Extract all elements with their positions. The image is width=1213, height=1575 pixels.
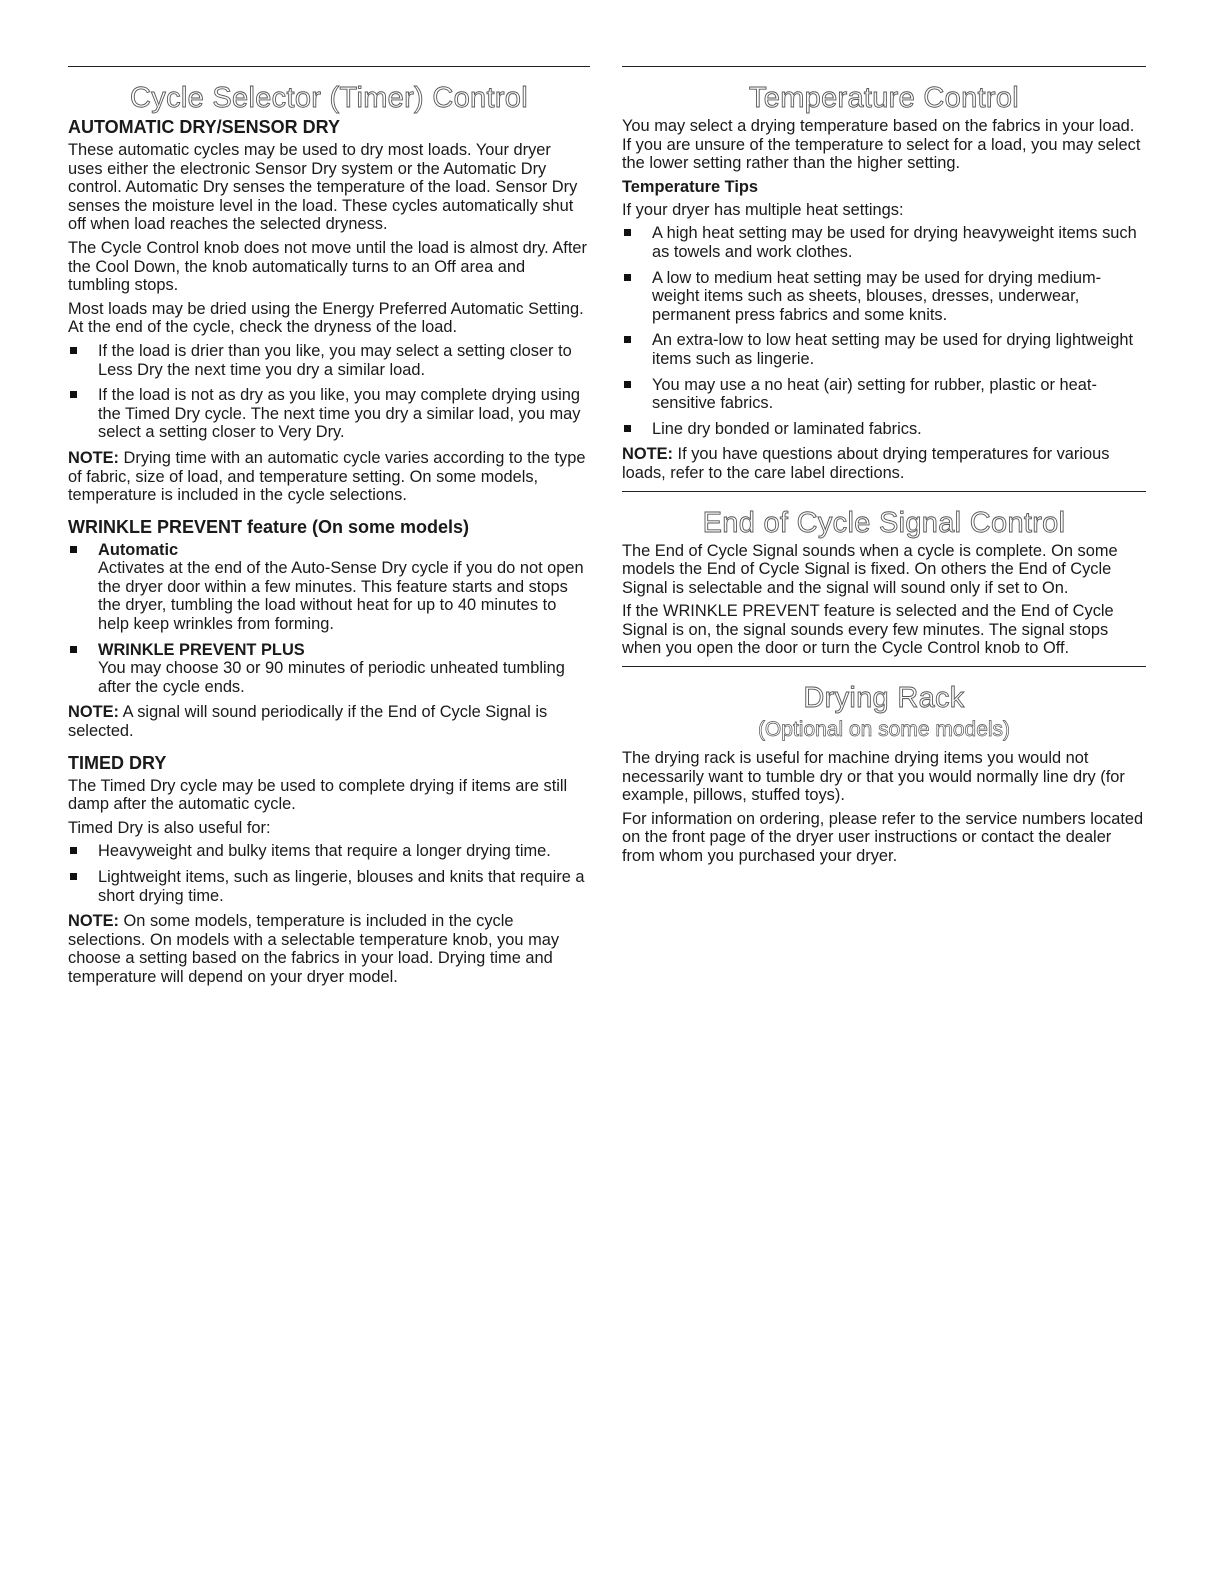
paragraph: Most loads may be dried using the Energy Preferred Automatic Setting. At the end of the cycle, check the dryness of the load. [68, 299, 584, 337]
list-item-text: An extra-low to low heat setting may be used for drying lightweight items such as lingerie. [652, 331, 1134, 368]
paragraph: The drying rack is useful for machine drying items you would not necessarily want to tumble dry or that you would normally line dry (for example, pillows, stuffed toys). [622, 749, 1125, 805]
bullet-square-icon [624, 425, 631, 432]
note [622, 445, 1146, 482]
end-of-cycle-signal-title: End of Cycle Signal Control [702, 506, 1066, 539]
note-text: If you have questions about drying temperatures for various loads, refer to the care label directions. [622, 445, 1110, 482]
list-item [68, 868, 590, 905]
drying-rack-subtitle: (Optional on some models) [757, 718, 1011, 742]
paragraph: Timed Dry is also useful for: [68, 818, 271, 837]
bullet-square-icon [624, 381, 631, 388]
bullet-square-icon [70, 873, 77, 880]
note-label: NOTE: [68, 448, 119, 467]
automatic-dry-heading: AUTOMATIC DRY/SENSOR DRY [68, 117, 341, 137]
left-column [68, 66, 590, 992]
list-item [622, 224, 1146, 261]
list-item-text: You may choose 30 or 90 minutes of periodic unheated tumbling after the cycle ends. [98, 659, 565, 696]
paragraph: These automatic cycles may be used to dry most loads. Your dryer uses either the electronic Sensor Dry system or the Automatic Dry control. Automatic Dry senses the temperature of the load. Sensor Dry senses the moisture level in the load. These cycles automatically shut off when load reaches the selected dryness. [68, 141, 578, 234]
bullet-square-icon [624, 336, 631, 343]
note [68, 449, 590, 505]
list-item-title: Automatic [98, 540, 179, 559]
list-item-text: Lightweight items, such as lingerie, blouses and knits that require a short drying time. [98, 868, 585, 905]
paragraph: You may select a drying temperature based on the fabrics in your load. If you are unsure of the temperature to select for a load, you may select the lower setting rather than the higher setting. [622, 117, 1141, 173]
list-item [68, 641, 590, 697]
temperature-tips-heading: Temperature Tips [622, 177, 759, 196]
section-rule [622, 666, 1146, 667]
note-text: On some models, temperature is included in the cycle selections. On models with a selectable temperature knob, you may choose a setting based on the fabrics in your load. Drying time and temperature will depend on your dryer model. [68, 912, 560, 986]
note-text: A signal will sound periodically if the End of Cycle Signal is selected. [68, 703, 548, 741]
temperature-control-title: Temperature Control [748, 82, 1020, 114]
bullet-square-icon [70, 847, 77, 854]
list-item-text: A low to medium heat setting may be used for drying medium-weight items such as sheets, blouses, dresses, underwear, permanent press fabrics and some knits. [652, 268, 1102, 324]
timed-dry-heading: TIMED DRY [68, 752, 167, 773]
bullet-square-icon [624, 274, 631, 281]
note [68, 912, 590, 986]
paragraph: If your dryer has multiple heat settings: [622, 200, 904, 219]
list-item-text: If the load is drier than you like, you may select a setting closer to Less Dry the next time you dry a similar load. [98, 341, 572, 379]
paragraph: For information on ordering, please refer to the service numbers located on the front page of the dryer user instructions or contact the dealer from whom you purchased your dryer. [622, 809, 1144, 866]
list-item-text: If the load is not as dry as you like, you may complete drying using the Timed Dry cycle. The next time you dry a similar load, you may select a setting closer to Very Dry. [98, 386, 581, 442]
right-column [622, 66, 1146, 871]
list-item-text: Heavyweight and bulky items that require a longer drying time. [98, 842, 551, 861]
list-item-text: A high heat setting may be used for drying heavyweight items such as towels and work clothes. [652, 224, 1137, 261]
cycle-selector-title: Cycle Selector (Timer) Control [130, 82, 528, 114]
section-rule [622, 491, 1146, 492]
note [68, 703, 590, 740]
bullet-list [68, 842, 590, 905]
note-label: NOTE: [68, 703, 119, 722]
bullet-square-icon [70, 391, 77, 398]
list-item-title: WRINKLE PREVENT PLUS [98, 640, 305, 659]
list-item [622, 376, 1146, 413]
wrinkle-prevent-heading: WRINKLE PREVENT feature (On some models) [68, 516, 470, 537]
list-item-text: Line dry bonded or laminated fabrics. [652, 419, 922, 438]
list-item-text: You may use a no heat (air) setting for rubber, plastic or heat-sensitive fabrics. [652, 375, 1097, 413]
bullet-square-icon [70, 546, 77, 553]
drying-rack-title: Drying Rack [803, 682, 965, 715]
paragraph: If the WRINKLE PREVENT feature is selected and the End of Cycle Signal is on, the signal sounds every few minutes. The signal stops when you open the door or turn the Cycle Control knob to Off. [622, 602, 1114, 658]
list-item [68, 386, 590, 442]
paragraph: The Timed Dry cycle may be used to complete drying if items are still damp after the automatic cycle. [68, 776, 568, 814]
note-label: NOTE: [622, 445, 673, 464]
list-item [622, 269, 1146, 325]
note-text: Drying time with an automatic cycle varies according to the type of fabric, size of load, and temperature setting. On some models, temperature is included in the cycle selections. [68, 448, 586, 505]
list-item [68, 541, 590, 634]
section-rule [68, 66, 590, 67]
list-item [622, 420, 1146, 439]
list-item [68, 842, 590, 861]
bullet-list [68, 541, 590, 697]
bullet-square-icon [70, 646, 77, 653]
bullet-list [622, 224, 1146, 438]
bullet-square-icon [624, 229, 631, 236]
paragraph: The End of Cycle Signal sounds when a cycle is complete. On some models the End of Cycle Signal is fixed. On others the End of Cycle Signal is selectable and the signal will sound only if set to On. [622, 541, 1118, 597]
section-rule [622, 66, 1146, 67]
list-item [68, 342, 590, 379]
bullet-list [68, 342, 590, 442]
list-item-text: Activates at the end of the Auto-Sense Dry cycle if you do not open the dryer door within a few minutes. This feature starts and stops the dryer, tumbling the load without heat for up to 40 minutes to help keep wrinkles from forming. [98, 559, 584, 634]
paragraph: The Cycle Control knob does not move until the load is almost dry. After the Cool Down, the knob automatically turns to an Off area and tumbling stops. [68, 238, 587, 295]
bullet-square-icon [70, 347, 77, 354]
note-label: NOTE: [68, 912, 119, 931]
list-item [622, 331, 1146, 368]
